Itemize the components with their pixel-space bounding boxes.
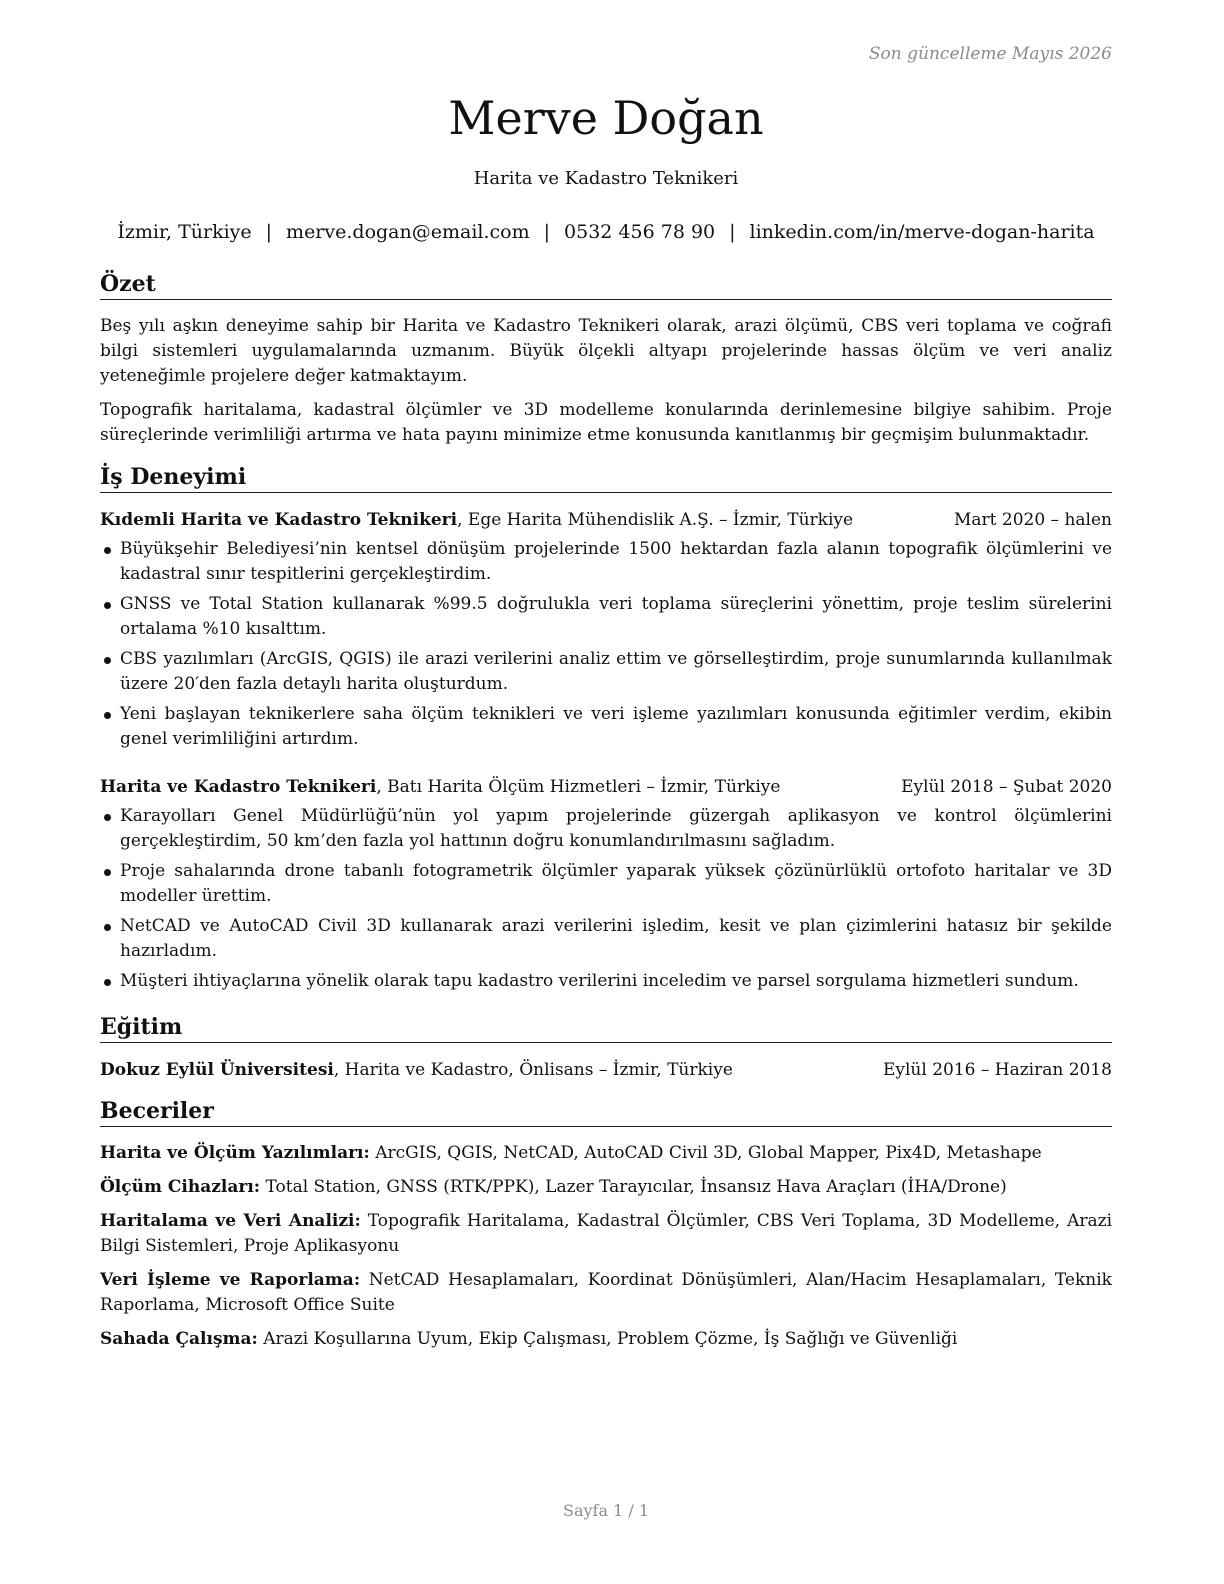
section-heading-skills: Beceriler xyxy=(100,1097,1112,1127)
contact-location: İzmir, Türkiye xyxy=(117,221,252,243)
section-heading-summary: Özet xyxy=(100,270,1112,300)
list-item: GNSS ve Total Station kullanarak %99.5 doğrulukla veri toplama süreçlerini yönettim, proje teslim sürelerini ortalama %10 kısalttım. xyxy=(100,592,1112,642)
job-bullets xyxy=(100,537,1112,752)
list-item: CBS yazılımları (ArcGIS, QGIS) ile arazi verilerini analiz ettim ve görselleştirdim, proje sunumlarında kullanılmak üzere 20′den fazla detaylı harita oluşturdum. xyxy=(100,647,1112,697)
job-bullets xyxy=(100,804,1112,994)
skill-label: Sahada Çalışma: xyxy=(100,1329,258,1349)
job-role-org xyxy=(100,508,853,532)
education-entry xyxy=(100,1058,1112,1082)
summary-paragraph: Beş yılı aşkın deneyime sahip bir Harita ve Kadastro Teknikeri olarak, arazi ölçümü, CBS veri toplama ve coğrafi bilgi sistemleri uygulamalarında uzmanım. Büyük ölçekli altyapı projelerinde hassas ölçüm ve veri analiz yeteneğimle projelere değer katmaktayım. xyxy=(100,316,1112,386)
skill-row xyxy=(100,1209,1112,1259)
education-dates: Eylül 2016 – Haziran 2018 xyxy=(882,1060,1112,1080)
skill-row xyxy=(100,1141,1112,1166)
separator: | xyxy=(729,221,736,243)
separator: | xyxy=(543,221,551,243)
skill-row xyxy=(100,1175,1112,1200)
list-item: Büyükşehir Belediyesi’nin kentsel dönüşüm projelerinde 1500 hektardan fazla alanın topografik ölçümlerini ve kadastral sınır tespitlerini gerçekleştirdim. xyxy=(100,537,1112,587)
job-org: , Ege Harita Mühendislik A.Ş. – İzmir, Türkiye xyxy=(457,510,854,530)
skills-section xyxy=(100,1141,1112,1361)
summary-section xyxy=(100,314,1112,448)
job-org: , Batı Harita Ölçüm Hizmetleri – İzmir, Türkiye xyxy=(376,777,781,797)
job-dates: Mart 2020 – halen xyxy=(953,510,1112,530)
skill-label: Harita ve Ölçüm Yazılımları: xyxy=(100,1143,370,1163)
education-detail: , Harita ve Kadastro, Önlisans – İzmir, Türkiye xyxy=(333,1060,733,1080)
job-title: Harita ve Kadastro Teknikeri xyxy=(473,168,739,189)
page-number: Sayfa 1 / 1 xyxy=(562,1501,649,1520)
list-item: Müşteri ihtiyaçlarına yönelik olarak tapu kadastro verilerini inceledim ve parsel sorgulama hizmetleri sundum. xyxy=(100,969,1112,994)
list-item: Proje sahalarında drone tabanlı fotogrametrik ölçümler yaparak yüksek çözünürlüklü ortofoto haritalar ve 3D modeller ürettim. xyxy=(100,859,1112,909)
job-entry xyxy=(100,508,1112,757)
job-header xyxy=(100,508,1112,532)
skill-label: Veri İşleme ve Raporlama: xyxy=(100,1270,361,1290)
education-header xyxy=(100,1058,1112,1082)
skill-row xyxy=(100,1327,1112,1352)
job-dates: Eylül 2018 – Şubat 2020 xyxy=(901,777,1112,797)
skill-row xyxy=(100,1268,1112,1318)
list-item: NetCAD ve AutoCAD Civil 3D kullanarak arazi verilerini işledim, kesit ve plan çizimlerini hatasız bir şekilde hazırladım. xyxy=(100,914,1112,964)
contact-line xyxy=(100,219,1112,245)
contact-email[interactable]: merve.dogan@email.com xyxy=(286,221,530,243)
skill-value: Total Station, GNSS (RTK/PPK), Lazer Tarayıcılar, İnsansız Hava Araçları (İHA/Drone) xyxy=(260,1177,1007,1197)
list-item: Karayolları Genel Müdürlüğü’nün yol yapım projelerinde güzergah aplikasyon ve kontrol ölçümlerini gerçekleştirdim, 50 km’den fazla yol hattının doğru konumlandırılmasını sağladım. xyxy=(100,804,1112,854)
section-heading-experience: İş Deneyimi xyxy=(100,463,1112,493)
section-heading-education: Eğitim xyxy=(100,1013,1112,1043)
job-role: Harita ve Kadastro Teknikeri xyxy=(100,777,377,797)
skill-label: Haritalama ve Veri Analizi: xyxy=(100,1211,361,1231)
skill-label: Ölçüm Cihazları: xyxy=(100,1177,261,1197)
skill-value: NetCAD Hesaplamaları, Koordinat Dönüşümleri, Alan/Hacim Hesaplamaları, Teknik Raporlama, Microsoft Office Suite xyxy=(100,1270,1112,1315)
list-item: Yeni başlayan teknikerlere saha ölçüm teknikleri ve veri işleme yazılımları konusunda eğitimler verdim, ekibin genel verimliliğini artırdım. xyxy=(100,702,1112,752)
skill-value: ArcGIS, QGIS, NetCAD, AutoCAD Civil 3D, Global Mapper, Pix4D, Metashape xyxy=(369,1143,1042,1163)
summary-paragraph: Topografik haritalama, kadastral ölçümler ve 3D modelleme konularında derinlemesine bilgiye sahibim. Proje süreçlerinde verimliliği artırma ve hata payını minimize etme konusunda kanıtlanmış bir geçmişim bulunmaktadır. xyxy=(100,400,1112,445)
education-school-detail xyxy=(100,1058,733,1082)
contact-linkedin[interactable]: linkedin.com/in/merve-dogan-harita xyxy=(749,221,1095,243)
contact-phone: 0532 456 78 90 xyxy=(564,221,716,243)
skill-value: Topografik Haritalama, Kadastral Ölçümler, CBS Veri Toplama, 3D Modelleme, Arazi Bilgi Sistemleri, Proje Aplikasyonu xyxy=(100,1211,1113,1256)
skill-value: Arazi Koşullarına Uyum, Ekip Çalışması, Problem Çözme, İş Sağlığı ve Güvenliği xyxy=(257,1329,958,1349)
job-entry xyxy=(100,775,1112,999)
job-role: Kıdemli Harita ve Kadastro Teknikeri xyxy=(100,510,458,530)
separator: | xyxy=(265,221,273,243)
job-header xyxy=(100,775,1112,799)
education-school: Dokuz Eylül Üniversitesi xyxy=(100,1060,334,1080)
person-name: Merve Doğan xyxy=(448,91,764,145)
job-role-org xyxy=(100,775,780,799)
last-updated: Son güncelleme Mayıs 2026 xyxy=(868,44,1112,64)
